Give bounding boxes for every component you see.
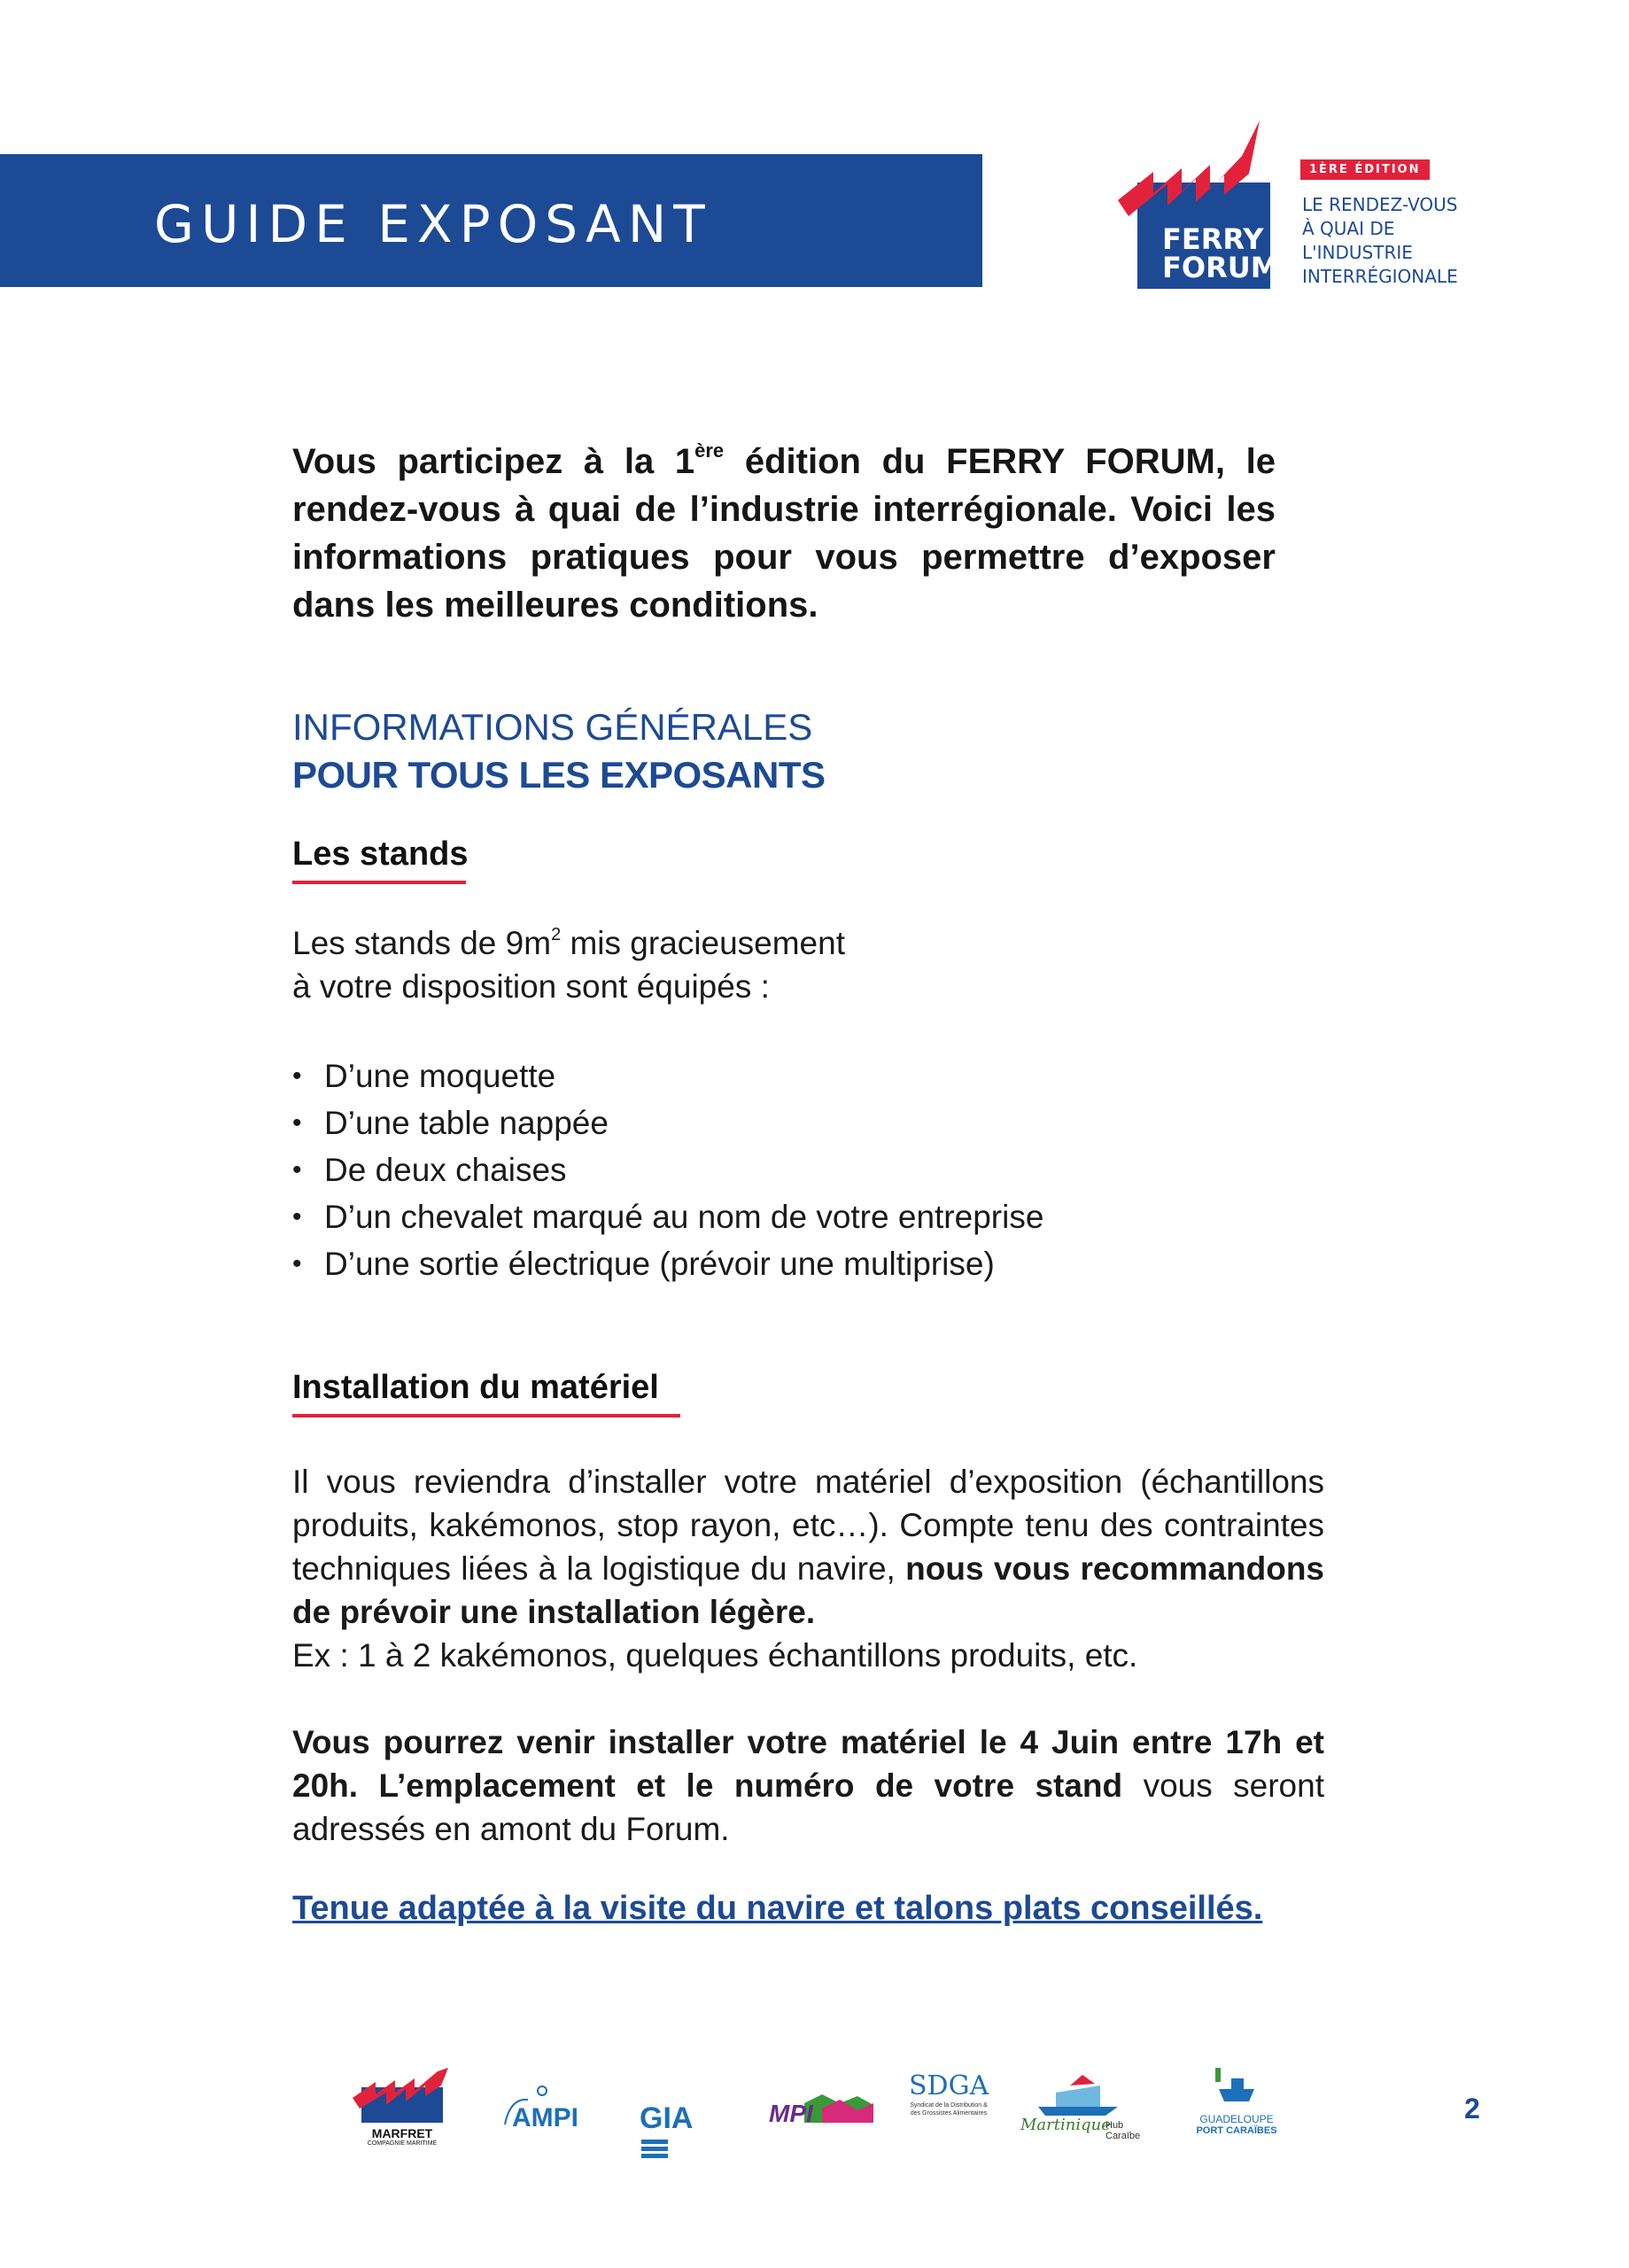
sdga-sub: Syndicat de la Distribution & des Grossistes Alimentaires: [910, 2102, 988, 2117]
gia-emblem-icon: [640, 2136, 671, 2163]
sdga-logo: [909, 2071, 989, 2151]
list-item: • D’une table nappée: [292, 1099, 1043, 1146]
installation-paragraph-2: [292, 1720, 1324, 1851]
section-title-line-1: INFORMATIONS GÉNÉRALES: [292, 706, 813, 748]
stands-superscript: 2: [551, 925, 562, 944]
marfret-emblem-icon: [353, 2068, 452, 2123]
stands-line-1: [292, 921, 845, 965]
ship-emblem-icon: [1020, 2073, 1152, 2117]
tagline-line: L'INDUSTRIE: [1302, 242, 1413, 263]
mpi-name: MPI: [769, 2100, 813, 2127]
marfret-name: MARFRET: [371, 2126, 433, 2140]
installation-p1-bold: nous vous recommandons de prévoir une installation légère.: [292, 1550, 1325, 1630]
ampi-logo: [501, 2082, 599, 2135]
dress-advice-link[interactable]: Tenue adaptée à la visite du navire et talons plats conseillés.: [292, 1890, 1263, 1927]
logo-line-2: FORUM: [1162, 251, 1279, 284]
tagline-line: INTERRÉGIONALE: [1302, 266, 1458, 287]
tagline-line: À QUAI DE: [1302, 218, 1395, 239]
mpi-logo: [769, 2091, 873, 2140]
sdga-name: SDGA: [909, 2070, 989, 2101]
list-item: • D’une moquette: [292, 1052, 1043, 1099]
stands-description: [292, 921, 845, 1008]
intro-paragraph: [292, 438, 1276, 629]
port-emblem-icon: [1210, 2066, 1263, 2109]
intro-text-a: Vous participez à la 1: [292, 442, 695, 481]
list-item: • De deux chaises: [292, 1146, 1043, 1193]
tagline-line: LE RENDEZ-VOUS: [1302, 194, 1458, 215]
intro-text-b: édition du FERRY FORUM, le rendez-vous à quai de l’industrie interrégionale. Voici les informations pratiques pour vous permettre d’exposer dans les meilleures conditions.: [292, 442, 1276, 625]
stands-line-1a: Les stands de 9m: [292, 925, 552, 961]
logo-wordmark: [1162, 222, 1279, 284]
page-number: 2: [1464, 2093, 1480, 2124]
edition-badge: 1ÈRE ÉDITION: [1300, 159, 1430, 180]
guadeloupe-port-logo: [1192, 2066, 1281, 2151]
intro-superscript: ère: [694, 439, 725, 462]
guadeloupe-name: GUADELOUPE: [1199, 2113, 1274, 2125]
ampi-name: AMPI: [512, 2103, 578, 2132]
stands-equipment-list: [292, 1052, 1043, 1287]
stands-line-1b: mis gracieusement: [561, 925, 845, 961]
martinique-name: Martinique: [1020, 2116, 1111, 2134]
stands-heading-underline: [292, 881, 466, 884]
installation-heading-underline: [292, 1414, 680, 1418]
partner-logos: [0, 2055, 1629, 2162]
gia-logo: [640, 2101, 728, 2140]
installation-p2-text: vous seront adressés en amont du Forum.: [292, 1767, 1324, 1847]
martinique-hub-logo: [1020, 2073, 1152, 2149]
gia-name: GIA: [640, 2101, 694, 2135]
stands-line-2: à votre disposition sont équipés :: [292, 968, 770, 1005]
installation-p2-bold: Vous pourrez venir installer votre matériel le 4 Juin entre 17h et 20h. L’emplacement et le numéro de votre stand: [292, 1724, 1324, 1804]
stands-heading: Les stands: [292, 835, 469, 873]
logo-tagline: [1302, 193, 1458, 289]
list-item: • D’une sortie électrique (prévoir une multiprise): [292, 1240, 1043, 1287]
martinique-sub: Hub Caraïbe: [1105, 2120, 1141, 2141]
logo-line-1: FERRY: [1162, 222, 1264, 256]
installation-heading: Installation du matériel: [292, 1369, 659, 1406]
installation-paragraph-1: [292, 1460, 1324, 1677]
marfret-sub: COMPAGNIE MARITIME: [367, 2140, 438, 2147]
installation-p1-example: Ex : 1 à 2 kakémonos, quelques échantillons produits, etc.: [292, 1637, 1138, 1674]
installation-p1-text: Il vous reviendra d’installer votre matériel d’exposition (échantillons produits, kakémonos, stop rayon, etc…). Compte tenu des contraintes techniques liées à la logistique du navire,: [292, 1464, 1324, 1587]
marfret-logo: [353, 2068, 452, 2148]
section-title-line-2: POUR TOUS LES EXPOSANTS: [292, 754, 826, 796]
guadeloupe-sub: PORT CARAÏBES: [1196, 2125, 1277, 2136]
page-title: GUIDE EXPOSANT: [154, 194, 712, 254]
list-item: • D’un chevalet marqué au nom de votre entreprise: [292, 1193, 1043, 1240]
